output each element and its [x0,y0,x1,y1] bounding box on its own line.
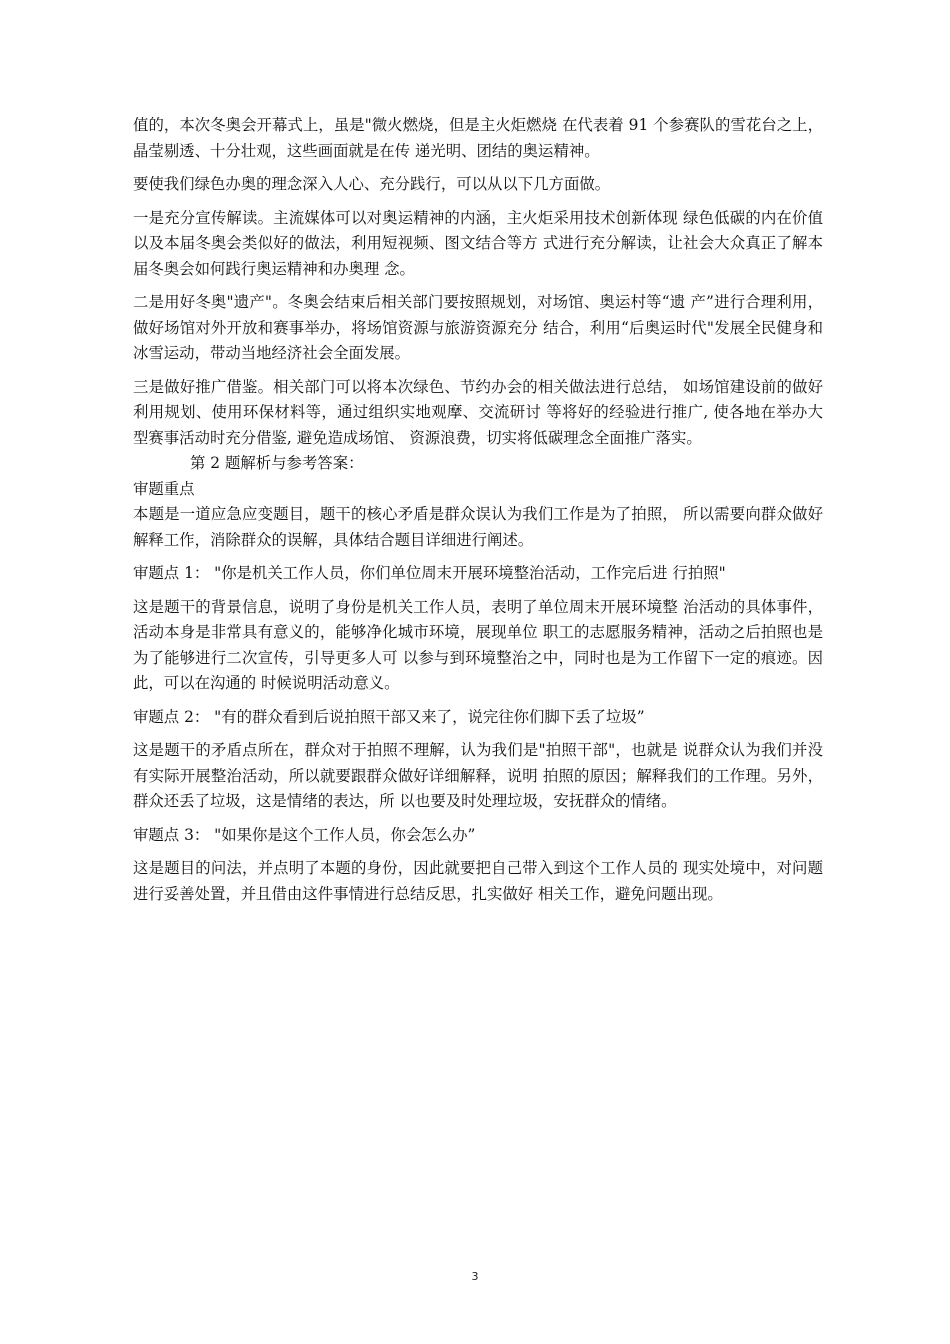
key-point-3-analysis: 这是题目的问法，并点明了本题的身份，因此就要把自己带入到这个工作人员的 现实处境中，对问题进行妥善处置，并且借由这件事情进行总结反思，扎实做好 相关工作，避免问题出现。 [133,859,823,903]
page-number: 3 [471,1270,479,1283]
key-point-1-analysis: 这是题干的背景信息，说明了身份是机关工作人员，表明了单位周末开展环境整 治活动的具体事件，活动本身是非常具有意义的，能够净化城市环境，展现单位 职工的志愿服务精神，活动之后拍照也是为了能够进行二次宣传，引导更多人可 以参与到环境整治之中，同时也是为工作留下一定的痕迹。因此，可以在沟通的 时候说明活动意义。 [133,597,823,692]
document-body [133,113,823,915]
paragraph-point-two: 二是用好冬奥"遗产"。冬奥会结束后相关部门要按照规划，对场馆、奥运村等“遗 产”进行合理利用，做好场馆对外开放和赛事举办，将场馆资源与旅游资源充分 结合，利用“后奥运时代"发展全民健身和冰雪运动，带动当地经济社会全面发展。 [133,293,823,362]
paragraph-green-olympics-intro: 要使我们绿色办奥的理念深入人心、充分践行，可以从以下几方面做。 [133,175,611,193]
key-point-3-heading: 审题点 3： "如果你是这个工作人员，你会怎么办” [133,825,476,844]
key-point-1-heading: 审题点 1： "你是机关工作人员，你们单位周末开展环境整治活动，工作完后进 行拍照" [133,564,726,582]
section-heading-question-2: 第 2 题解析与参考答案： [190,454,364,472]
paragraph-olympic-flame: 值的，本次冬奥会开幕式上，虽是"微火燃烧，但是主火炬燃烧 在代表着 91 个参赛队的雪花台之上，晶莹剔透、十分壮观，这些画面就是在传 递光明、团结的奥运精神。 [133,116,823,160]
paragraph-point-one: 一是充分宣传解读。主流媒体可以对奥运精神的内涵，主火炬采用技术创新体现 绿色低碳的内在价值以及本届冬奥会类似好的做法，利用短视频、图文结合等方 式进行充分解读，让社会大众真正了解本届冬奥会如何践行奥运精神和办奥理 念。 [133,208,823,278]
key-point-2-analysis: 这是题干的矛盾点所在，群众对于拍照不理解，认为我们是"拍照干部"，也就是 说群众认为我们并没有实际开展整治活动，所以就要跟群众做好详细解释，说明 拍照的原因；解释我们的工作理。另外，群众还丢了垃圾，这是情绪的表达，所 以也要及时处理垃圾，安抚群众的情绪。 [133,741,823,810]
key-point-2-heading: 审题点 2： "有的群众看到后说拍照干部又来了，说完往你们脚下丢了垃圾” [133,707,645,726]
paragraph-question-overview: 本题是一道应急应变题目，题干的核心矛盾是群众误认为我们工作是为了拍照， 所以需要向群众做好解释工作，消除群众的误解，具体结合题目详细进行阐述。 [133,505,823,549]
paragraph-point-three: 三是做好推广借鉴。相关部门可以将本次绿色、节约办会的相关做法进行总结， 如场馆建设前的做好利用规划、使用环保材料等，通过组织实地观摩、交流研讨 等将好的经验进行推广, 使各地在举办大型赛事活动时充分借鉴, 避免造成场馆、 资源浪费，切实将低碳理念全面推广落实。 [133,377,823,447]
subheading-key-points: 审题重点 [133,479,195,498]
